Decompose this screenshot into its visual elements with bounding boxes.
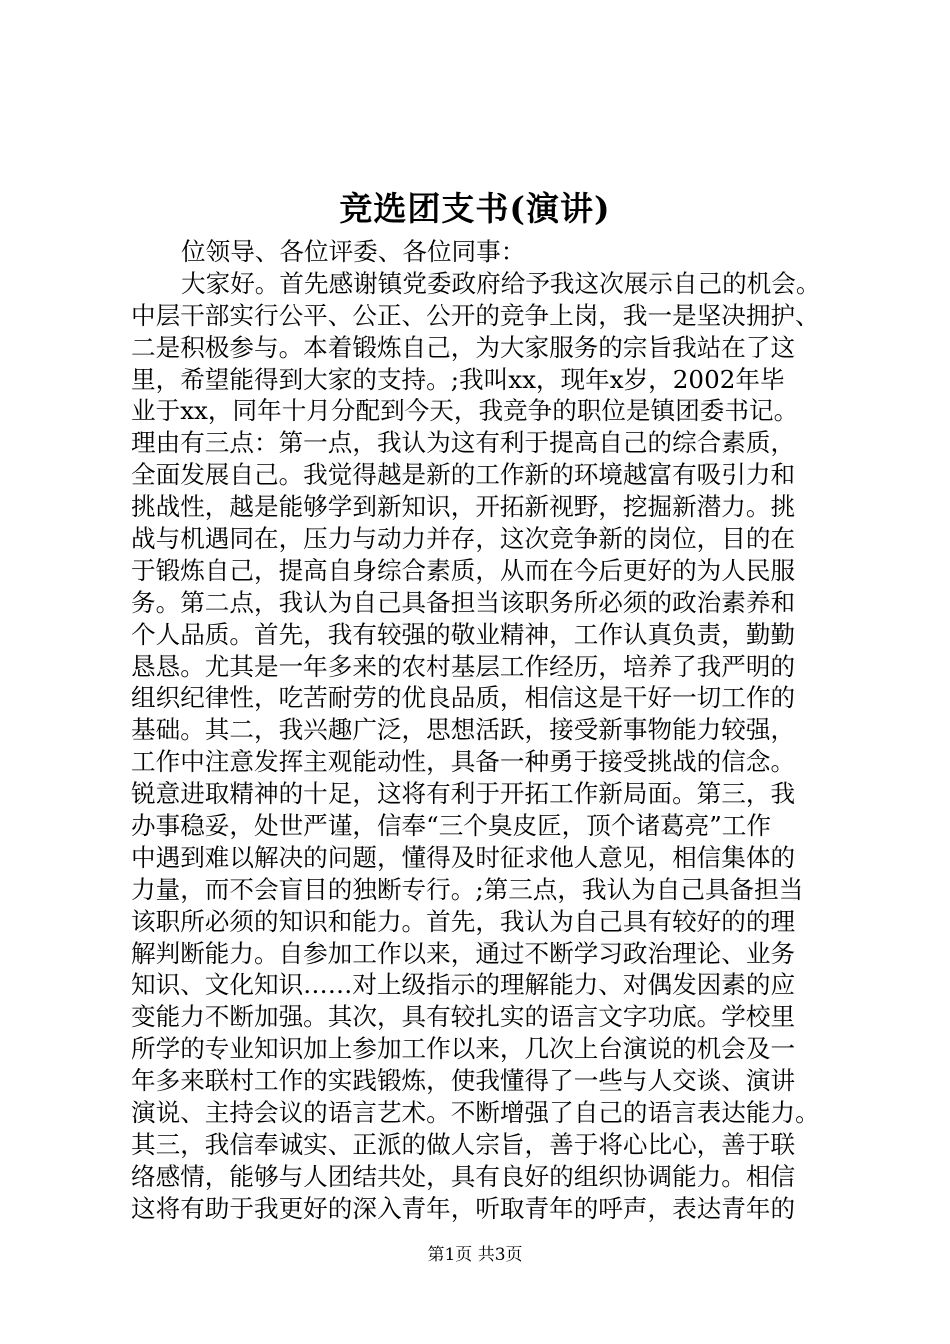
text-line: 中遇到难以解决的问题，懂得及时征求他人意见，相信集体的 bbox=[131, 842, 796, 872]
text-line: 基础。其二，我兴趣广泛，思想活跃，接受新事物能力较强， bbox=[131, 715, 796, 745]
text-line: 演说、主持会议的语言艺术。不断增强了自己的语言表达能力。 bbox=[131, 1098, 820, 1128]
text-line: 个人品质。首先，我有较强的敬业精神，工作认真负责，勤勤 bbox=[131, 619, 796, 649]
text-line: 全面发展自己。我觉得越是新的工作新的环境越富有吸引力和 bbox=[131, 460, 796, 490]
text-line: 所学的专业知识加上参加工作以来，几次上台演说的机会及一 bbox=[131, 1034, 796, 1064]
text-line: 恳恳。尤其是一年多来的农村基层工作经历，培养了我严明的 bbox=[131, 651, 796, 681]
document-body bbox=[131, 236, 831, 1225]
text-line: 中层干部实行公平、公正、公开的竞争上岗，我一是坚决拥护、 bbox=[131, 300, 820, 330]
text-line: 这将有助于我更好的深入青年，听取青年的呼声，表达青年的 bbox=[131, 1193, 796, 1223]
text-line: 知识、文化知识……对上级指示的理解能力、对偶发因素的应 bbox=[131, 970, 796, 1000]
text-line: 工作中注意发挥主观能动性，具备一种勇于接受挑战的信念。 bbox=[131, 747, 796, 777]
text-line: 大家好。首先感谢镇党委政府给予我这次展示自己的机会。 bbox=[181, 268, 821, 298]
text-line: 理由有三点：第一点，我认为这有利于提高自己的综合素质， bbox=[131, 428, 796, 458]
document-title: 竞选团支书(演讲) bbox=[339, 189, 611, 228]
page-number-footer: 第1页 共3页 bbox=[427, 1245, 523, 1265]
text-line: 该职所必须的知识和能力。首先，我认为自己具有较好的的理 bbox=[131, 906, 796, 936]
text-line: 年多来联村工作的实践锻炼，使我懂得了一些与人交谈、演讲 bbox=[131, 1066, 796, 1096]
text-line: 组织纪律性，吃苦耐劳的优良品质，相信这是干好一切工作的 bbox=[131, 683, 796, 713]
text-line: 于锻炼自己，提高自身综合素质，从而在今后更好的为人民服 bbox=[131, 555, 796, 585]
text-line: 务。第二点，我认为自己具备担当该职务所必须的政治素养和 bbox=[131, 587, 796, 617]
text-line: 里，希望能得到大家的支持。;我叫xx，现年x岁，2002年毕 bbox=[131, 364, 785, 394]
text-line: 战与机遇同在，压力与动力并存，这次竞争新的岗位，目的在 bbox=[131, 524, 796, 554]
text-line: 办事稳妥，处世严谨，信奉“三个臭皮匠，顶个诸葛亮”工作 bbox=[131, 811, 771, 841]
text-line: 业于xx，同年十月分配到今天，我竞争的职位是镇团委书记。 bbox=[131, 396, 799, 426]
text-line: 二是积极参与。本着锻炼自己，为大家服务的宗旨我站在了这 bbox=[131, 332, 796, 362]
text-line: 锐意进取精神的十足，这将有利于开拓工作新局面。第三，我 bbox=[131, 779, 796, 809]
text-line: 络感情，能够与人团结共处，具有良好的组织协调能力。相信 bbox=[131, 1161, 796, 1191]
text-line: 其三，我信奉诚实、正派的做人宗旨，善于将心比心，善于联 bbox=[131, 1129, 796, 1159]
text-line: 挑战性，越是能够学到新知识，开拓新视野，挖掘新潜力。挑 bbox=[131, 492, 796, 522]
text-line: 力量，而不会盲目的独断专行。;第三点，我认为自己具备担当 bbox=[131, 874, 804, 904]
text-line: 位领导、各位评委、各位同事： bbox=[181, 237, 526, 266]
text-line: 解判断能力。自参加工作以来，通过不断学习政治理论、业务 bbox=[131, 938, 796, 968]
text-line: 变能力不断加强。其次，具有较扎实的语言文字功底。学校里 bbox=[131, 1002, 796, 1032]
